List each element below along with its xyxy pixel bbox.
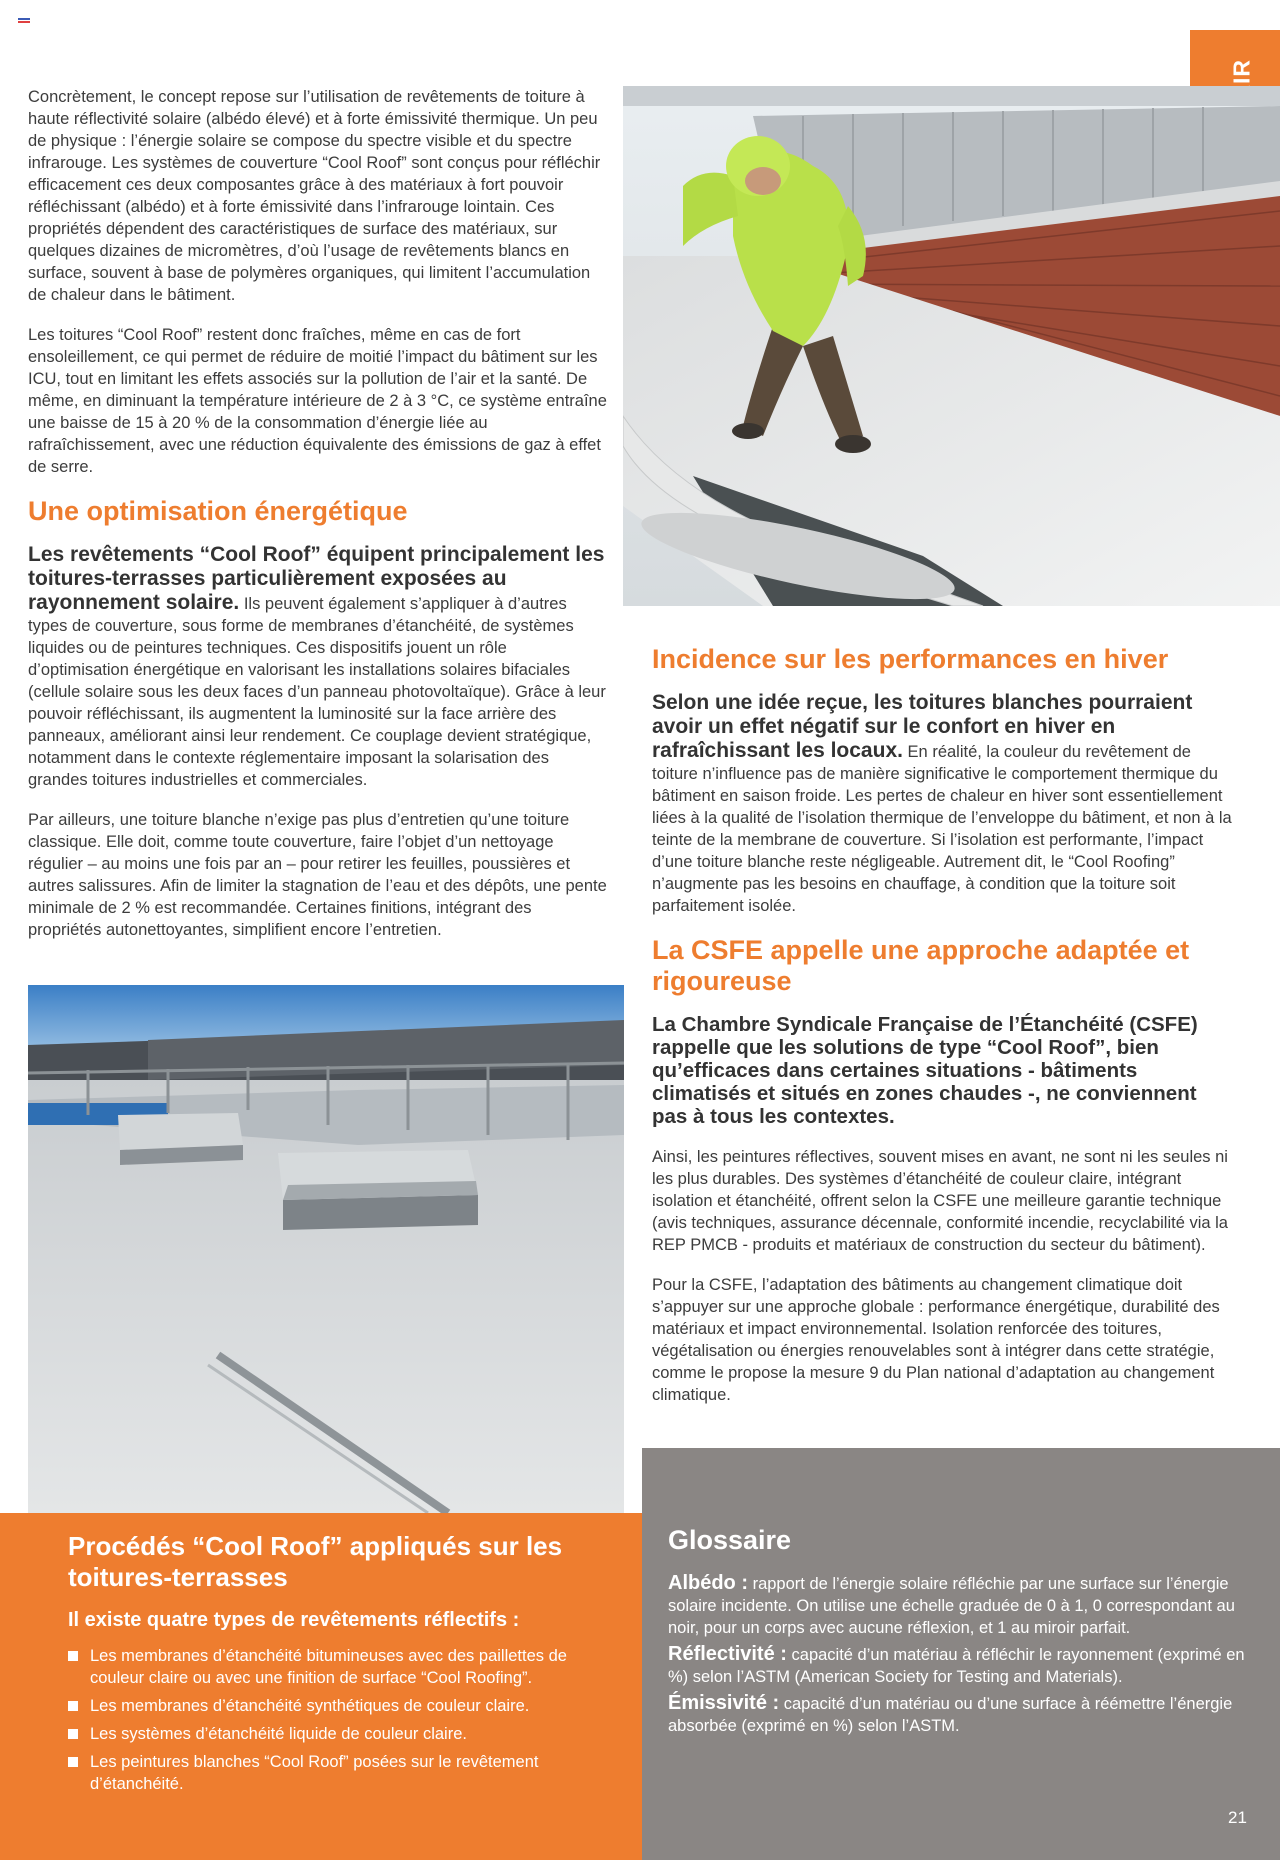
- glossaire-entry-albedo: [668, 1572, 1268, 1639]
- lead-hiver: Selon une idée reçue, les toitures blanches pourraient avoir un effet négatif sur le confort en hiver en rafraîchissant les locaux.: [652, 691, 1193, 762]
- glossaire-content: [668, 1525, 1268, 1741]
- procedes-item-text: Les membranes d’étanchéité bitumineuses avec des paillettes de couleur claire ou avec une finition de surface “Cool Roofing”.: [90, 1647, 567, 1687]
- procedes-title: Procédés “Cool Roof” appliqués sur les toitures-terrasses: [68, 1531, 563, 1592]
- paragraph-entretien: Par ailleurs, une toiture blanche n’exige pas plus d’entretien qu’une toiture classique. Elle doit, comme toute couverture, faire l’objet d’un nettoyage régulier – au moins une fois par an – pour retirer les feuilles, poussières et autres salissures. Afin de limiter la stagnation de l’eau et des dépôts, une pente minimale de 2 % est recommandée. Certaines finitions, intégrant des propriétés autonettoyantes, simplifient encore l’entretien.: [28, 811, 607, 939]
- procedes-subtitle: Il existe quatre types de revêtements réflectifs :: [68, 1609, 520, 1631]
- glossaire-term: Réflectivité :: [668, 1643, 787, 1665]
- glossaire-term: Albédo :: [668, 1572, 748, 1594]
- glossaire-definition: rapport de l’énergie solaire réfléchie par une surface sur l’énergie solaire incidente. On utilise une échelle graduée de 0 à 1, 0 correspondant au noir, pour un corps avec aucune réflexion, et 1 au miroir parfait.: [668, 1575, 1235, 1637]
- intro-paragraph: Concrètement, le concept repose sur l’utilisation de revêtements de toiture à haute réflectivité solaire (albédo élevé) et à forte émissivité thermique. Un peu de physique : l’énergie solaire se compose du spectre visible et du spectre infrarouge. Les systèmes de couverture “Cool Roof” sont conçus pour réfléchir efficacement ces deux composantes grâce à des matériaux à fort pouvoir réfléchissant (albédo) et à forte émissivité dans l’infrarouge lointain. Ces propriétés dépendent des caractéristiques de surface des matériaux, sur quelques dizaines de micromètres, d’où l’usage de revêtements blancs en surface, souvent à base de polymères organiques, qui limitent l’accumulation de chaleur dans le bâtiment.: [28, 88, 601, 304]
- procedes-item-text: Les membranes d’étanchéité synthétiques de couleur claire.: [90, 1697, 530, 1715]
- heading-hiver: Incidence sur les performances en hiver: [652, 644, 1169, 674]
- glossaire-entry-emissivite: [668, 1692, 1268, 1737]
- paragraph-hiver-text: En réalité, la couleur du revêtement de toiture n’influence pas de manière significative le comportement thermique du bâtiment en saison froide. Les pertes de chaleur en hiver sont essentiellement liées à la qualité de l’isolation thermique de l’enveloppe du bâtiment, et non à la teinte de la membrane de couverture. Si l’isolation est performante, l’impact d’une toiture blanche reste négligeable. Autrement dit, le “Cool Roofing” n’augmente pas les besoins en chauffage, à condition que la toiture soit parfaitement isolée.: [652, 743, 1232, 915]
- photo-roof-illustration: [28, 985, 624, 1513]
- glossaire-definition: capacité d’un matériau à réfléchir le rayonnement (exprimé en %) selon l’ASTM (American Society for Testing and Materials).: [668, 1646, 1245, 1686]
- bullet-icon: [68, 1757, 78, 1767]
- photo-worker-illustration: [623, 86, 1280, 606]
- paragraph-peintures: Ainsi, les peintures réflectives, souvent mises en avant, ne sont ni les seules ni les plus durables. Des systèmes d’étanchéité de couleur claire, intégrant isolation et étanchéité, offrent selon la CSFE une meilleure garantie technique (avis techniques, assurance décennale, conformité incendie, recyclabilité via la REP PMCB - produits et matériaux de construction du secteur du bâtiment).: [652, 1148, 1228, 1254]
- left-column: [28, 86, 608, 959]
- paragraph-optimisation-text: Ils peuvent également s’appliquer à d’autres types de couverture, sous forme de membranes d’étanchéité, de systèmes liquides ou de peintures techniques. Ces dispositifs jouent un rôle d’optimisation énergétique en valorisant les installations solaires bifaciales (cellule solaire sous les deux faces d’un panneau photovoltaïque). Grâce à leur pouvoir réfléchissant, ils augmentent la luminosité sur la face arrière des panneaux, améliorant ainsi leur rendement. Ce couplage devient stratégique, notamment dans le contexte réglementaire imposant la solarisation des grandes toitures industrielles et commerciales.: [28, 595, 606, 789]
- glossaire-term: Émissivité :: [668, 1692, 780, 1714]
- glossaire-box: [642, 1448, 1280, 1860]
- procedes-box: [0, 1513, 642, 1860]
- bullet-icon: [68, 1701, 78, 1711]
- procedes-item-text: Les peintures blanches “Cool Roof” posées sur le revêtement d’étanchéité.: [90, 1753, 539, 1793]
- list-item: [68, 1695, 602, 1717]
- paragraph-optimisation: [28, 543, 608, 791]
- bullet-icon: [68, 1651, 78, 1661]
- paragraph-hiver: [652, 691, 1237, 917]
- corner-mark: [18, 18, 30, 26]
- heading-csfe: La CSFE appelle une approche adaptée et rigoureuse: [652, 935, 1190, 996]
- bullet-icon: [68, 1729, 78, 1739]
- glossaire-title: Glossaire: [668, 1525, 792, 1555]
- lead-csfe: La Chambre Syndicale Française de l’Étanchéité (CSFE) rappelle que les solutions de type “Cool Roof”, bien qu’efficaces dans certaines situations - bâtiments climatisés et situés en zones chaudes -, ne conviennent pas à tous les contextes.: [652, 1013, 1198, 1128]
- list-item: [68, 1751, 602, 1795]
- glossaire-definition: capacité d’un matériau ou d’une surface à réémettre l’énergie absorbée (exprimé en %) selon l’ASTM.: [668, 1695, 1233, 1735]
- paragraph-icu: Les toitures “Cool Roof” restent donc fraîches, même en cas de fort ensoleillement, ce qui permet de réduire de moitié l’impact du bâtiment sur les ICU, tout en limitant les effets associés sur la pollution de l’air et la santé. De même, en diminuant la température intérieure de 2 à 3 °C, ce système entraîne une baisse de 15 à 20 % de la consommation d’énergie liée au rafraîchissement, avec une réduction équivalente des émissions de gaz à effet de serre.: [28, 326, 607, 476]
- list-item: [68, 1723, 602, 1745]
- right-column: [652, 638, 1237, 1424]
- glossaire-entry-reflectivite: [668, 1643, 1268, 1688]
- paragraph-adaptation: Pour la CSFE, l’adaptation des bâtiments au changement climatique doit s’appuyer sur une approche globale : performance énergétique, durabilité des matériaux et impact environnemental. Isolation renforcée des toitures, végétalisation ou énergies renouvelables sont à intégrer dans cette stratégie, comme le propose la mesure 9 du Plan national d’adaptation au changement climatique.: [652, 1276, 1220, 1404]
- procedes-item-text: Les systèmes d’étanchéité liquide de couleur claire.: [90, 1725, 467, 1743]
- lead-optimisation: Les revêtements “Cool Roof” équipent principalement les toitures-terrasses particulièrement exposées au rayonnement solaire.: [28, 543, 605, 614]
- page-number: 21: [1228, 1808, 1247, 1827]
- photo-roof-skylights: [28, 985, 624, 1513]
- procedes-list: [68, 1645, 602, 1795]
- list-item: [68, 1645, 602, 1689]
- heading-optimisation: Une optimisation énergétique: [28, 496, 408, 526]
- photo-worker-membrane: [623, 86, 1280, 606]
